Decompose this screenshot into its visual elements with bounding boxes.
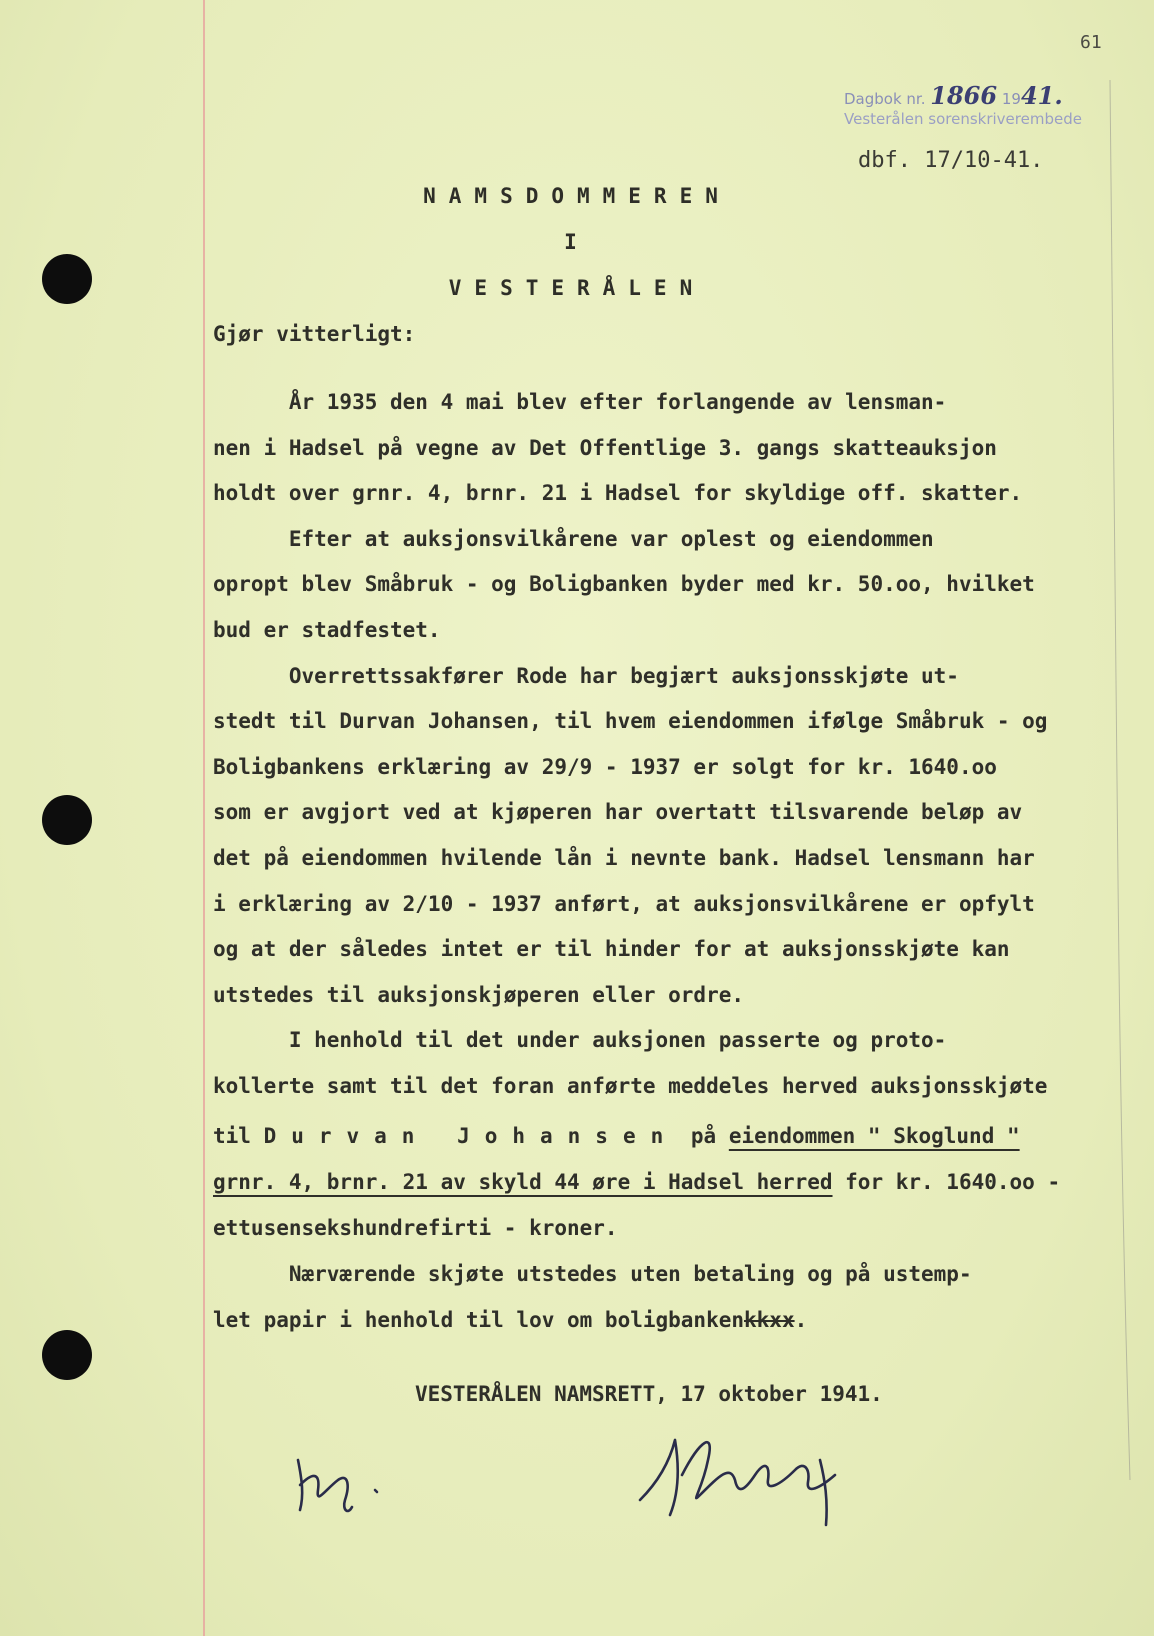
body-line-19: ettusensekshundrefirti - kroner. — [213, 1216, 618, 1240]
body-line-21 — [213, 1308, 807, 1332]
place-date: VESTERÅLEN NAMSRETT, 17 oktober 1941. — [415, 1382, 883, 1406]
stamp-year: 41. — [1020, 81, 1063, 110]
body-line-20: Nærværende skjøte utstedes uten betaling og på ustemp- — [213, 1262, 972, 1286]
diary-stamp — [844, 81, 1082, 129]
body-line-15: I henhold til det under auksjonen passerte og proto- — [213, 1028, 947, 1052]
body-line-8: stedt til Durvan Johansen, til hvem eiendommen ifølge Småbruk - og — [213, 709, 1048, 733]
line18-suffix: for kr. 1640.oo - — [832, 1170, 1061, 1194]
initials-mark — [290, 1445, 400, 1520]
title-line-3: VESTERÅLEN — [448, 276, 706, 300]
page-number: 61 — [1080, 32, 1102, 53]
property-description: grnr. 4, brnr. 21 av skyld 44 øre i Hadsel herred — [213, 1170, 833, 1194]
stamp-number: 1866 — [930, 81, 998, 110]
grantee-name: Durvan Johansen — [263, 1124, 679, 1148]
body-line-5: opropt blev Småbruk - og Boligbanken byder med kr. 50.oo, hvilket — [213, 572, 1035, 596]
body-line-7: Overrettssakfører Rode har begjært auksjonsskjøte ut- — [213, 664, 959, 688]
body-line-10: som er avgjort ved at kjøperen har overtatt tilsvarende beløp av — [213, 800, 1023, 824]
line17-prefix: til — [213, 1124, 251, 1148]
stamp-office: Vesterålen sorenskriverembede — [844, 110, 1082, 128]
title-line-2: I — [564, 230, 590, 254]
body-line-2: nen i Hadsel på vegne av Det Offentlige 3. gangs skatteauksjon — [213, 436, 997, 460]
line21-end: . — [794, 1308, 808, 1332]
body-line-17 — [213, 1124, 1020, 1148]
stamp-year-prefix: 19 — [1001, 90, 1021, 108]
body-line-1: År 1935 den 4 mai blev efter forlangende av lensman- — [213, 390, 947, 414]
opening-line: Gjør vitterligt: — [213, 322, 416, 346]
title-line-1: NAMSDOMMEREN — [423, 184, 731, 208]
body-line-13: og at der således intet er til hinder for at auksjonsskjøte kan — [213, 937, 1010, 961]
judge-signature — [630, 1420, 880, 1530]
property-name: eiendommen " Skoglund " — [728, 1124, 1020, 1148]
body-line-3: holdt over grnr. 4, brnr. 21 i Hadsel for skyldige off. skatter. — [213, 481, 1023, 505]
body-line-4: Efter at auksjonsvilkårene var oplest og eiendommen — [213, 527, 934, 551]
body-line-11: det på eiendommen hvilende lån i nevnte bank. Hadsel lensmann har — [213, 846, 1035, 870]
stamp-label: Dagbok nr. — [844, 90, 926, 108]
line17-mid: på — [678, 1124, 729, 1148]
punch-hole-bottom — [42, 1330, 92, 1380]
body-line-12: i erklæring av 2/10 - 1937 anført, at auksjonsvilkårene er opfylt — [213, 892, 1035, 916]
body-line-18 — [213, 1170, 1060, 1194]
struck-text: kkxx — [744, 1308, 795, 1332]
line21-text: let papir i henhold til lov om boligbanken — [213, 1308, 745, 1332]
body-line-16: kollerte samt til det foran anførte meddeles herved auksjonsskjøte — [213, 1074, 1048, 1098]
punch-hole-middle — [42, 795, 92, 845]
margin-pencil-mark — [1100, 80, 1150, 1480]
dbf-note: dbf. 17/10-41. — [858, 148, 1044, 173]
body-line-9: Boligbankens erklæring av 29/9 - 1937 er solgt for kr. 1640.oo — [213, 755, 997, 779]
body-line-6: bud er stadfestet. — [213, 618, 441, 642]
body-line-14: utstedes til auksjonskjøperen eller ordre. — [213, 983, 745, 1007]
